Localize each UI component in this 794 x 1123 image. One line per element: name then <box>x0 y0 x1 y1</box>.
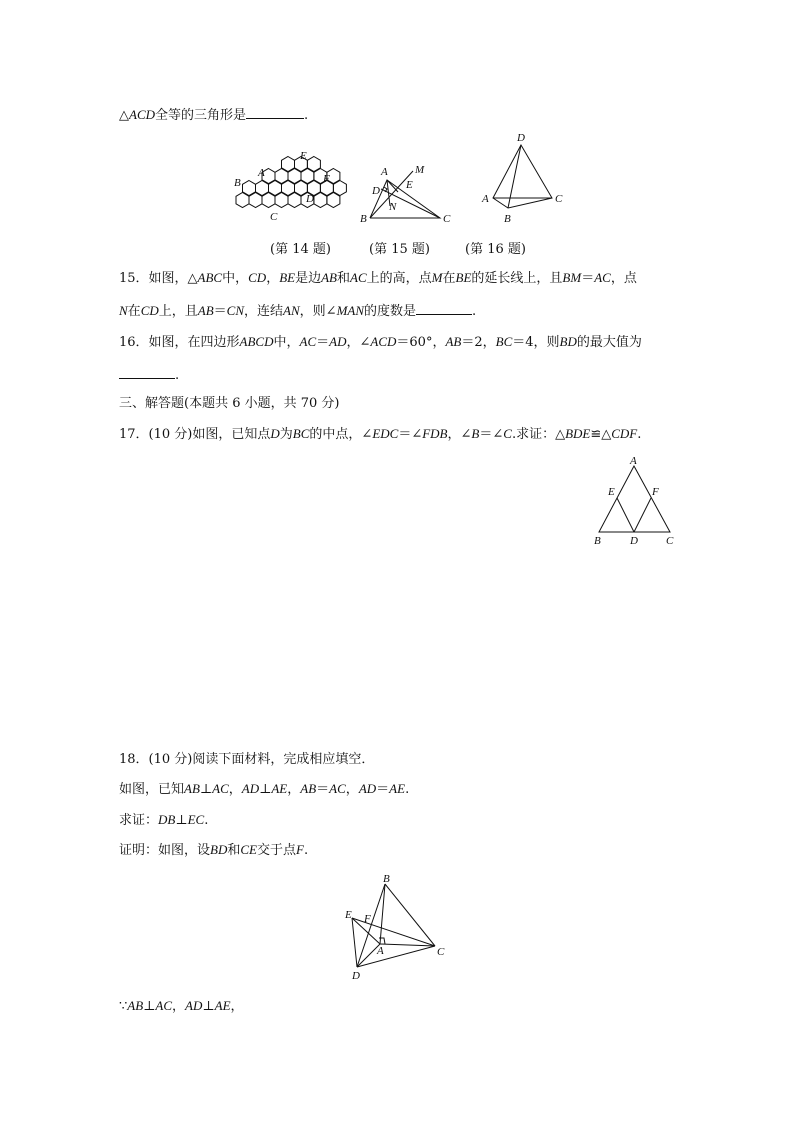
fig15-label-A: A <box>381 166 388 178</box>
fig17-label-F: F <box>652 486 659 498</box>
fig16-label-A: A <box>482 193 489 205</box>
fig18-label-E: E <box>345 909 352 921</box>
q14-math: ACD <box>129 107 155 122</box>
fig18-label-D: D <box>352 970 360 982</box>
figure-15 <box>355 158 455 228</box>
hexagon-cell <box>262 193 275 208</box>
fig18-label-C: C <box>437 946 445 958</box>
fig14-label-B: B <box>234 177 241 189</box>
hexagon-cell <box>327 193 340 208</box>
q14-text: . <box>304 108 309 123</box>
q16-line-1: 16．如图，在四边形ABCD中，AC＝AD，∠ACD＝60°，AB＝2，BC＝4，则BD的最大值为 <box>119 334 642 350</box>
fig14-label-F: F <box>323 173 330 185</box>
answer-blank[interactable] <box>119 364 175 379</box>
fig16-label-C: C <box>555 193 563 205</box>
hexagon-cell <box>249 193 262 208</box>
fig16-label-D: D <box>517 132 525 144</box>
fig17-label-B: B <box>594 535 601 547</box>
q18-line-2: 如图，已知AB⊥AC，AD⊥AE，AB＝AC，AD＝AE. <box>119 781 410 797</box>
fig15-label-N: N <box>389 201 397 213</box>
figure-16 <box>478 130 568 225</box>
q17-line-1: 17．(10 分)如图，已知点D为BC的中点，∠EDC＝∠FDB，∠B＝∠C.求证：△BDE≌△CDF. <box>119 426 642 442</box>
figure-18 <box>340 870 460 980</box>
fig15-label-B: B <box>360 213 367 225</box>
fig17-label-C: C <box>666 535 674 547</box>
fig15-label-E: E <box>406 179 413 191</box>
fig18-label-B: B <box>383 873 390 885</box>
fig16-label-B: B <box>504 213 511 225</box>
fig15-label-M: M <box>415 164 425 176</box>
hexagon-cell <box>236 193 249 208</box>
fig14-label-D: D <box>306 193 314 205</box>
figure-17 <box>590 455 690 550</box>
q14-tail-line <box>119 104 308 126</box>
fig14-label-C: C <box>270 211 278 223</box>
fig18-label-F: F <box>364 913 371 925</box>
answer-blank[interactable] <box>246 104 304 119</box>
q16-line-2: . <box>119 364 179 386</box>
fig14-label-A: A <box>258 167 265 179</box>
section-3-heading: 三、解答题(本题共 6 小题，共 70 分) <box>119 396 340 411</box>
caption-16: (第 16 题) <box>465 242 526 257</box>
caption-15: (第 15 题) <box>369 242 430 257</box>
fig15-label-D: D <box>372 185 380 197</box>
q18-line-5: ∵AB⊥AC，AD⊥AE， <box>119 998 244 1014</box>
answer-blank[interactable] <box>416 300 472 315</box>
q18-line-3: 求证：DB⊥EC. <box>119 812 209 828</box>
fig17-label-E: E <box>608 486 615 498</box>
hexagon-cell <box>288 193 301 208</box>
fig14-label-E: E <box>300 150 307 162</box>
fig18-label-A: A <box>377 945 384 957</box>
q18-line-4: 证明：如图，设BD和CE交于点F. <box>119 842 309 858</box>
fig15-label-C: C <box>443 213 451 225</box>
fig17-label-D: D <box>630 535 638 547</box>
figure-14-honeycomb <box>222 148 342 228</box>
q18-line-1: 18．(10 分)阅读下面材料，完成相应填空． <box>119 752 375 767</box>
q15-line-1: 15．如图，△ABC中，CD，BE是边AB和AC上的高，点M在BE的延长线上，且BM＝AC，点 <box>119 270 637 286</box>
q14-text: 全等的三角形是 <box>155 108 247 123</box>
q15-line-2: N在CD上，且AB＝CN，连结AN，则∠MAN的度数是 . <box>119 300 476 322</box>
caption-14: (第 14 题) <box>270 242 331 257</box>
hexagon-cell <box>314 193 327 208</box>
q14-text: △ <box>119 108 129 123</box>
fig17-label-A: A <box>630 455 637 467</box>
hexagon-cell <box>275 193 288 208</box>
